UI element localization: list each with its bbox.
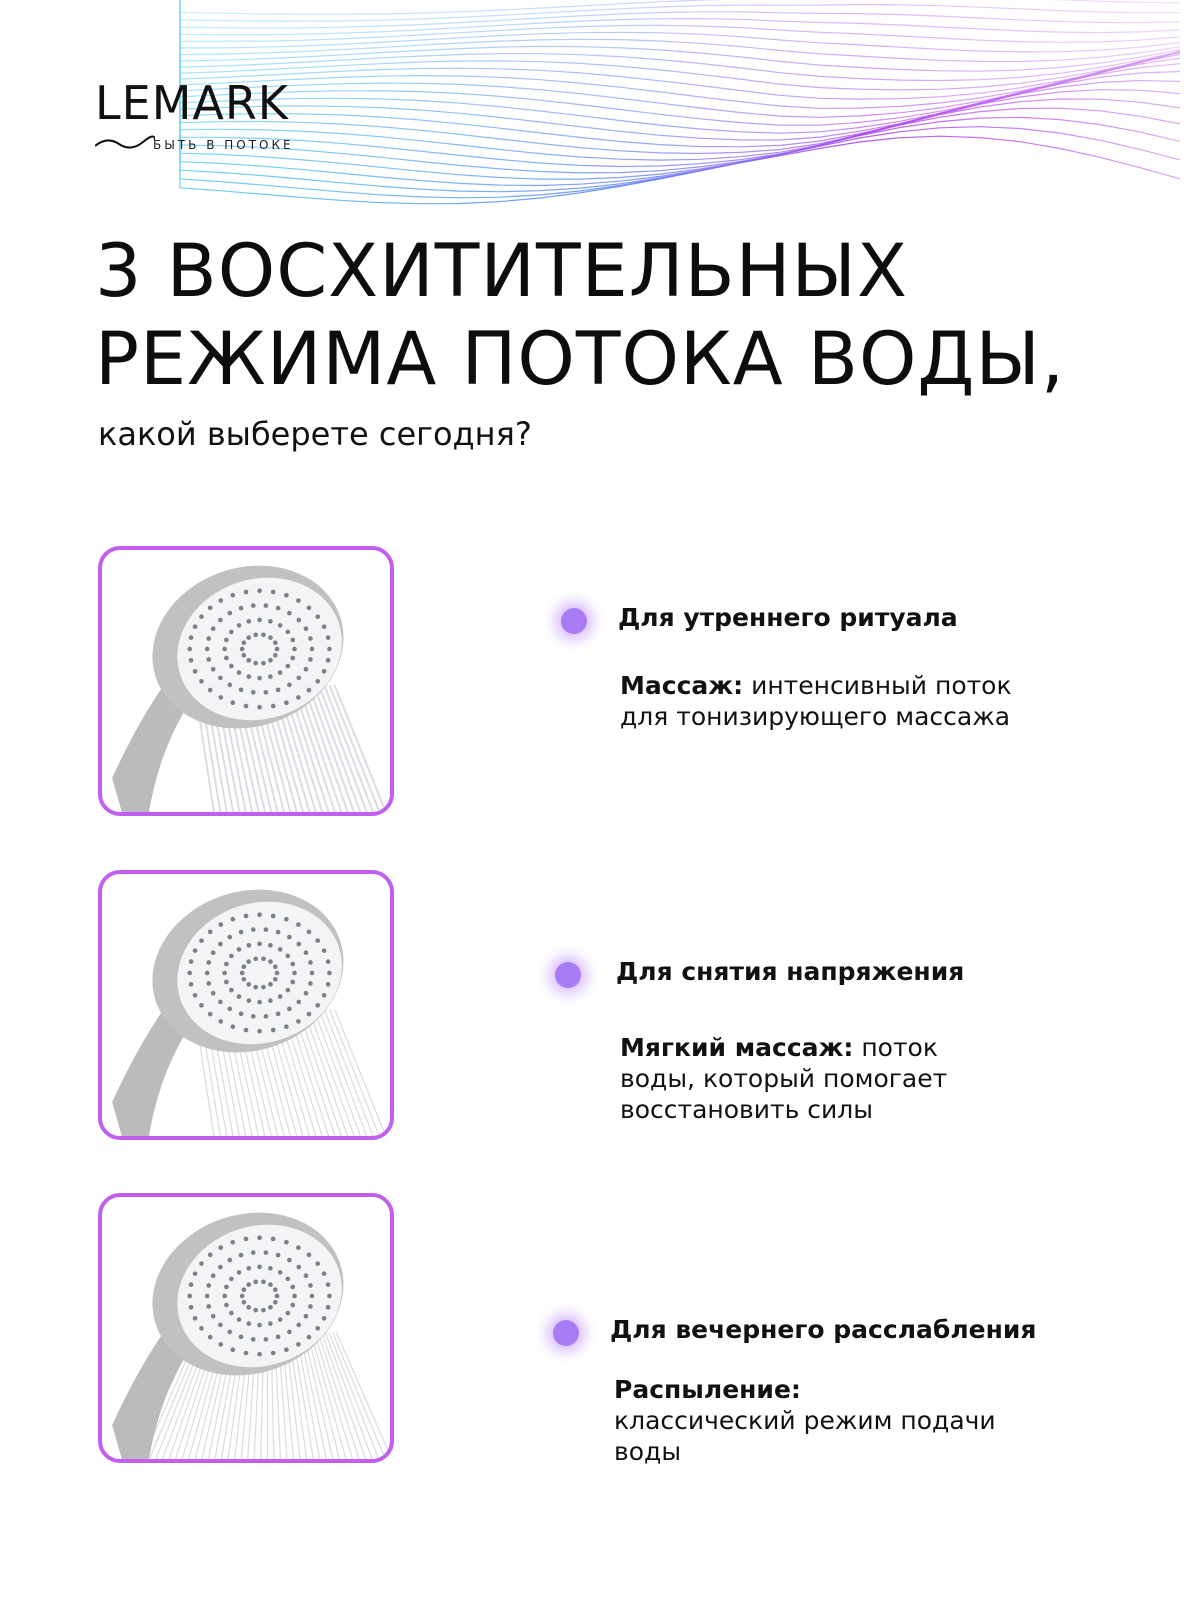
- page-subtitle: какой выберете сегодня?: [98, 415, 532, 453]
- mode-bullet-icon: [555, 962, 581, 988]
- mode-name-1: Массаж:: [620, 671, 744, 700]
- mode-text-2: поток воды, который помогает восстановить силы: [620, 1033, 948, 1124]
- mode-name-2: Мягкий массаж:: [620, 1033, 854, 1062]
- brand-logo: [95, 76, 335, 160]
- mode-description-3: [614, 1374, 1014, 1467]
- mode-title-1: Для утреннего ритуала: [618, 603, 958, 632]
- wave-line: [180, 12, 1180, 62]
- mode-image-card-2: [98, 870, 394, 1140]
- brand-name: LEMARK: [95, 76, 289, 130]
- page-title-line-2: РЕЖИМА ПОТОКА ВОДЫ,: [95, 317, 1066, 402]
- mode-image-card-3: [98, 1193, 394, 1463]
- mode-text-1: интенсивный поток для тонизирующего массажа: [620, 671, 1012, 731]
- mode-title-2: Для снятия напряжения: [616, 957, 965, 986]
- mode-bullet-icon: [561, 608, 587, 634]
- mode-image-card-1: [98, 546, 394, 816]
- page-title-line-1: 3 ВОСХИТИТЕЛЬНЫХ: [95, 229, 908, 314]
- mode-text-3: классический режим подачи воды: [614, 1406, 996, 1466]
- shower-head-spray-image: [102, 1197, 390, 1459]
- logo-wave-icon: [95, 134, 155, 150]
- shower-head-massage-image: [102, 550, 390, 812]
- mode-name-3: Распыление:: [614, 1375, 801, 1404]
- mode-title-3: Для вечернего расслабления: [610, 1315, 1037, 1344]
- mode-description-1: [620, 670, 1020, 732]
- mode-bullet-icon: [553, 1320, 579, 1346]
- shower-head-soft-massage-image: [102, 874, 390, 1136]
- brand-tagline: БЫТЬ В ПОТОКЕ: [153, 138, 294, 152]
- wave-line: [180, 0, 1180, 35]
- wave-line: [180, 0, 1180, 21]
- mode-description-2: [620, 1032, 1020, 1125]
- page-title: [95, 228, 1065, 404]
